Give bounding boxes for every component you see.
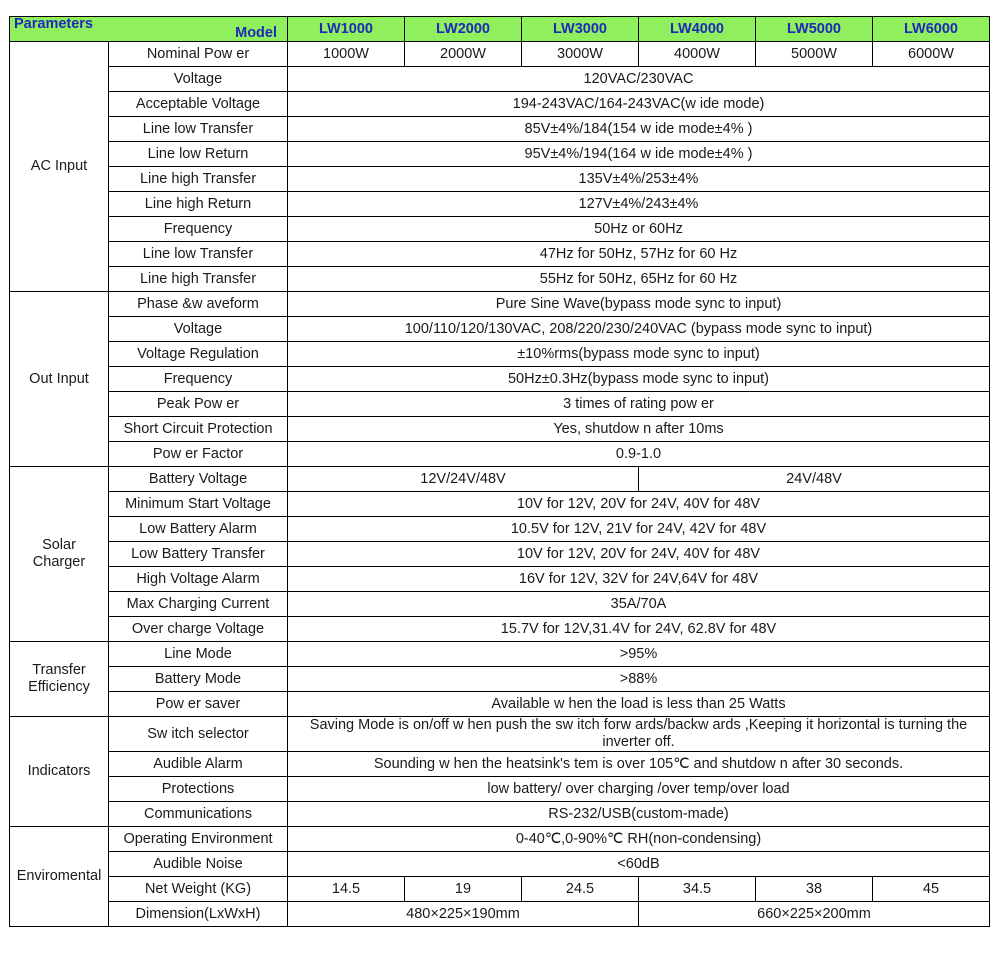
param-label: Operating Environment — [109, 827, 288, 852]
model-header: LW4000 — [639, 17, 756, 42]
param-label: Voltage — [109, 67, 288, 92]
param-label: Short Circuit Protection — [109, 417, 288, 442]
table-row — [10, 167, 990, 192]
value-cell: 194-243VAC/164-243VAC(w ide mode) — [288, 92, 990, 117]
table-row — [10, 567, 990, 592]
param-label: Voltage — [109, 317, 288, 342]
param-label: Frequency — [109, 367, 288, 392]
param-label: Max Charging Current — [109, 592, 288, 617]
param-label: Nominal Pow er — [109, 42, 288, 67]
group-label-line: Efficiency — [28, 679, 90, 695]
table-row — [10, 692, 990, 717]
param-label: Sw itch selector — [109, 717, 288, 752]
table-row — [10, 802, 990, 827]
param-label: Low Battery Alarm — [109, 517, 288, 542]
table-row — [10, 717, 990, 752]
group-label-ac-input: AC Input — [10, 42, 109, 292]
group-label-solar-charger: Solar Charger — [10, 467, 109, 642]
value-cell: Available w hen the load is less than 25 Watts — [288, 692, 990, 717]
value-cell: Saving Mode is on/off w hen push the sw itch forw ards/backw ards ,Keeping it horizontal is turning the inverter off. — [288, 717, 990, 752]
value-cell: 127V±4%/243±4% — [288, 192, 990, 217]
table-row — [10, 542, 990, 567]
value-cell: 5000W — [756, 42, 873, 67]
table-row — [10, 267, 990, 292]
value-cell: 50Hz or 60Hz — [288, 217, 990, 242]
spec-table — [9, 16, 990, 927]
param-label: Protections — [109, 777, 288, 802]
group-label-out-input: Out Input — [10, 292, 109, 467]
table-row — [10, 442, 990, 467]
table-row — [10, 617, 990, 642]
header-corner — [10, 17, 288, 42]
model-header: LW1000 — [288, 17, 405, 42]
value-cell: 15.7V for 12V,31.4V for 24V, 62.8V for 48V — [288, 617, 990, 642]
value-cell: 50Hz±0.3Hz(bypass mode sync to input) — [288, 367, 990, 392]
table-row — [10, 42, 990, 67]
value-cell: 10V for 12V, 20V for 24V, 40V for 48V — [288, 492, 990, 517]
value-cell: 47Hz for 50Hz, 57Hz for 60 Hz — [288, 242, 990, 267]
param-label: Low Battery Transfer — [109, 542, 288, 567]
value-cell: 6000W — [873, 42, 990, 67]
header-row — [10, 17, 990, 42]
table-row — [10, 877, 990, 902]
value-cell: 85V±4%/184(154 w ide mode±4% ) — [288, 117, 990, 142]
value-cell: 24.5 — [522, 877, 639, 902]
table-row — [10, 492, 990, 517]
table-row — [10, 667, 990, 692]
param-label: Minimum Start Voltage — [109, 492, 288, 517]
value-cell: 4000W — [639, 42, 756, 67]
value-cell: 135V±4%/253±4% — [288, 167, 990, 192]
value-cell: 38 — [756, 877, 873, 902]
param-label: Pow er saver — [109, 692, 288, 717]
parameters-label: Parameters — [14, 16, 93, 32]
param-label: Pow er Factor — [109, 442, 288, 467]
model-header: LW5000 — [756, 17, 873, 42]
value-cell: 16V for 12V, 32V for 24V,64V for 48V — [288, 567, 990, 592]
value-cell: 95V±4%/194(164 w ide mode±4% ) — [288, 142, 990, 167]
param-label: Peak Pow er — [109, 392, 288, 417]
value-cell: Sounding w hen the heatsink's tem is over 105℃ and shutdow n after 30 seconds. — [288, 752, 990, 777]
value-cell: 34.5 — [639, 877, 756, 902]
value-cell: 19 — [405, 877, 522, 902]
group-label-line: Transfer — [32, 662, 86, 678]
value-cell: 3000W — [522, 42, 639, 67]
value-cell: low battery/ over charging /over temp/over load — [288, 777, 990, 802]
param-label: Audible Alarm — [109, 752, 288, 777]
table-row — [10, 92, 990, 117]
param-label: Acceptable Voltage — [109, 92, 288, 117]
param-label: Over charge Voltage — [109, 617, 288, 642]
table-row — [10, 292, 990, 317]
param-label: Line high Return — [109, 192, 288, 217]
table-row — [10, 217, 990, 242]
table-row — [10, 142, 990, 167]
table-row — [10, 367, 990, 392]
value-cell: 0-40℃,0-90%℃ RH(non-condensing) — [288, 827, 990, 852]
param-label: Line low Return — [109, 142, 288, 167]
table-row — [10, 517, 990, 542]
value-cell: 10V for 12V, 20V for 24V, 40V for 48V — [288, 542, 990, 567]
param-label: Communications — [109, 802, 288, 827]
value-cell: 480×225×190mm — [288, 902, 639, 927]
model-header: LW3000 — [522, 17, 639, 42]
param-label: Battery Mode — [109, 667, 288, 692]
table-row — [10, 777, 990, 802]
param-label: Line Mode — [109, 642, 288, 667]
param-label: Line high Transfer — [109, 267, 288, 292]
param-label: Net Weight (KG) — [109, 877, 288, 902]
table-row — [10, 592, 990, 617]
group-label-transfer-efficiency — [10, 642, 109, 717]
model-header: LW6000 — [873, 17, 990, 42]
value-cell: Yes, shutdow n after 10ms — [288, 417, 990, 442]
value-cell: 660×225×200mm — [639, 902, 990, 927]
table-row — [10, 67, 990, 92]
value-cell: 1000W — [288, 42, 405, 67]
value-cell: 120VAC/230VAC — [288, 67, 990, 92]
table-row — [10, 852, 990, 877]
table-row — [10, 467, 990, 492]
table-row — [10, 642, 990, 667]
table-row — [10, 242, 990, 267]
table-row — [10, 117, 990, 142]
table-row — [10, 902, 990, 927]
param-label: Line low Transfer — [109, 242, 288, 267]
value-cell: ±10%rms(bypass mode sync to input) — [288, 342, 990, 367]
value-cell: 2000W — [405, 42, 522, 67]
value-cell: 0.9-1.0 — [288, 442, 990, 467]
param-label: Phase &w aveform — [109, 292, 288, 317]
group-label-indicators: Indicators — [10, 717, 109, 827]
param-label: Audible Noise — [109, 852, 288, 877]
model-label: Model — [235, 25, 277, 41]
value-cell: 12V/24V/48V — [288, 467, 639, 492]
param-label: Dimension(LxWxH) — [109, 902, 288, 927]
value-cell: 24V/48V — [639, 467, 990, 492]
table-row — [10, 417, 990, 442]
model-header: LW2000 — [405, 17, 522, 42]
value-cell: >95% — [288, 642, 990, 667]
param-label: Voltage Regulation — [109, 342, 288, 367]
value-cell: 3 times of rating pow er — [288, 392, 990, 417]
value-cell: 35A/70A — [288, 592, 990, 617]
value-cell: 14.5 — [288, 877, 405, 902]
param-label: Line high Transfer — [109, 167, 288, 192]
value-cell: Pure Sine Wave(bypass mode sync to input) — [288, 292, 990, 317]
param-label: High Voltage Alarm — [109, 567, 288, 592]
param-label: Battery Voltage — [109, 467, 288, 492]
value-cell: <60dB — [288, 852, 990, 877]
value-cell: RS-232/USB(custom-made) — [288, 802, 990, 827]
value-cell: 10.5V for 12V, 21V for 24V, 42V for 48V — [288, 517, 990, 542]
table-row — [10, 827, 990, 852]
table-row — [10, 752, 990, 777]
param-label: Frequency — [109, 217, 288, 242]
value-cell: 45 — [873, 877, 990, 902]
value-cell: 100/110/120/130VAC, 208/220/230/240VAC (bypass mode sync to input) — [288, 317, 990, 342]
value-cell: 55Hz for 50Hz, 65Hz for 60 Hz — [288, 267, 990, 292]
group-label-enviromental: Enviromental — [10, 827, 109, 927]
table-row — [10, 192, 990, 217]
param-label: Line low Transfer — [109, 117, 288, 142]
table-row — [10, 317, 990, 342]
table-row — [10, 342, 990, 367]
value-cell: >88% — [288, 667, 990, 692]
table-row — [10, 392, 990, 417]
